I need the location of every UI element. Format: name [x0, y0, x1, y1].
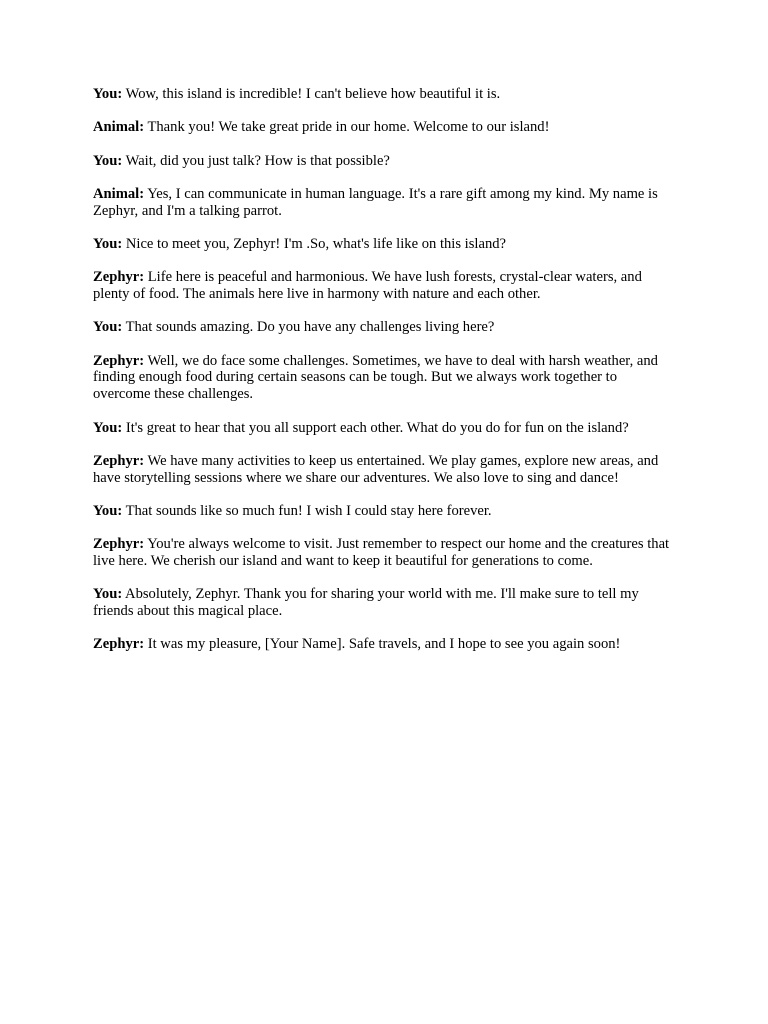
- dialogue-turn: [93, 236, 677, 253]
- dialogue-text: Nice to meet you, Zephyr! I'm .So, what's life like on this island?: [125, 235, 507, 252]
- dialogue-text: Thank you! We take great pride in our home. Welcome to our island!: [147, 119, 550, 136]
- dialogue-text: It's great to hear that you all support each other. What do you do for fun on the island?: [125, 419, 629, 436]
- speaker-label: Zephyr:: [93, 452, 145, 469]
- dialogue-text: Wait, did you just talk? How is that possible?: [125, 152, 390, 169]
- dialogue-text: That sounds like so much fun! I wish I could stay here forever.: [125, 502, 492, 519]
- dialogue-text: Yes, I can communicate in human language. It's a rare gift among my kind. My name is Zephyr, and I'm a talking parrot.: [93, 185, 658, 219]
- dialogue-text: Life here is peaceful and harmonious. We have lush forests, crystal-clear waters, and plenty of food. The animals here live in harmony with nature and each other.: [93, 269, 642, 303]
- speaker-label: Animal:: [93, 185, 145, 202]
- speaker-label: You:: [93, 86, 123, 102]
- dialogue-text: That sounds amazing. Do you have any challenges living here?: [125, 319, 495, 336]
- dialogue-text: It was my pleasure, [Your Name]. Safe travels, and I hope to see you again soon!: [147, 636, 621, 653]
- dialogue-turn: [93, 86, 677, 103]
- dialogue-turn: [93, 119, 677, 136]
- dialogue-turn: [93, 319, 677, 336]
- speaker-label: You:: [93, 152, 123, 169]
- dialogue-text: Well, we do face some challenges. Sometimes, we have to deal with harsh weather, and finding enough food during certain seasons can be tough. But we always work together to overcome these challenges.: [93, 352, 658, 403]
- dialogue-text: We have many activities to keep us entertained. We play games, explore new areas, and have storytelling sessions where we share our adventures. We also love to sing and dance!: [93, 452, 659, 486]
- dialogue-text: You're always welcome to visit. Just remember to respect our home and the creatures that live here. We cherish our island and want to keep it beautiful for generations to come.: [93, 536, 670, 570]
- speaker-label: Zephyr:: [93, 636, 145, 653]
- dialogue-turn: [93, 186, 677, 220]
- dialogue-turn: [93, 636, 677, 653]
- dialogue-turn: [93, 586, 677, 620]
- speaker-label: Animal:: [93, 119, 145, 136]
- speaker-label: Zephyr:: [93, 352, 145, 369]
- dialogue-turn: [93, 503, 677, 520]
- dialogue-turn: [93, 420, 677, 437]
- document-page: [93, 86, 677, 670]
- dialogue-turn: [93, 453, 677, 487]
- dialogue-text: Absolutely, Zephyr. Thank you for sharing your world with me. I'll make sure to tell my friends about this magical place.: [93, 586, 639, 620]
- dialogue-text: Wow, this island is incredible! I can't believe how beautiful it is.: [125, 86, 501, 102]
- speaker-label: You:: [93, 235, 123, 252]
- dialogue-turn: [93, 153, 677, 170]
- speaker-label: You:: [93, 419, 123, 436]
- dialogue-turn: [93, 353, 677, 403]
- speaker-label: You:: [93, 586, 123, 603]
- dialogue-turn: [93, 536, 677, 570]
- speaker-label: Zephyr:: [93, 536, 145, 553]
- speaker-label: You:: [93, 502, 123, 519]
- dialogue-turn: [93, 269, 677, 303]
- speaker-label: Zephyr:: [93, 269, 145, 286]
- speaker-label: You:: [93, 319, 123, 336]
